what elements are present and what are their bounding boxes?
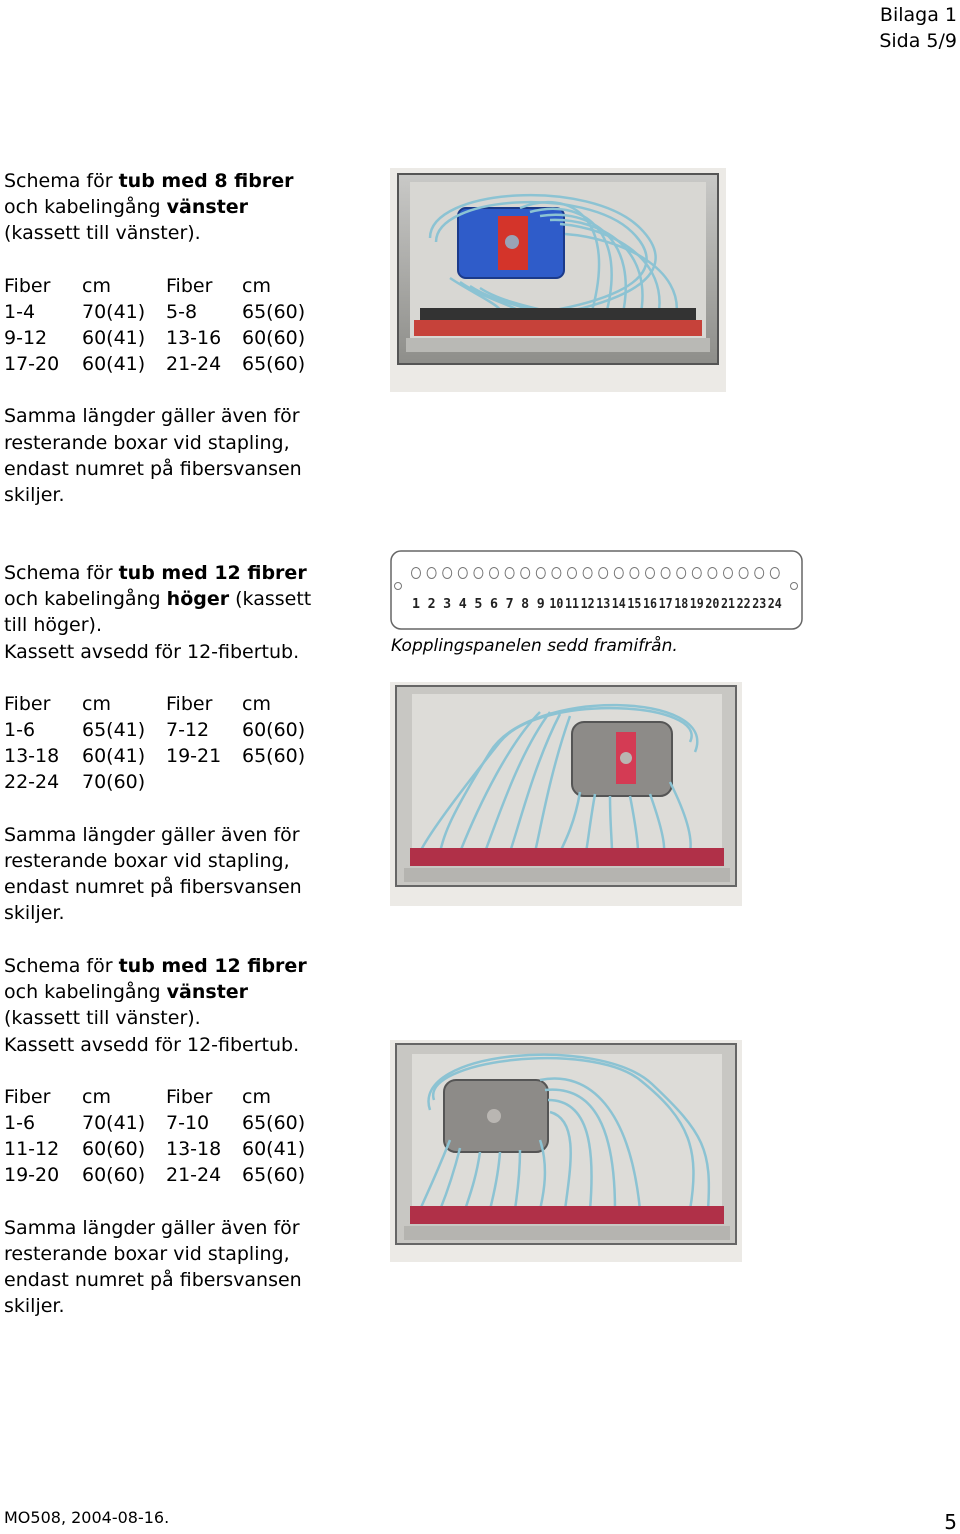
port-number: 16 [643,597,658,612]
page-header [879,2,957,54]
page-number: 5 [944,1510,957,1534]
port-number: 17 [658,597,673,612]
table-row: 19-20 60(60) 21-24 65(60) [4,1164,306,1187]
section-2-intro-extra: Kassett avsedd för 12-fibertub. [4,640,300,663]
table-row: 1-6 70(41) 7-10 65(60) [4,1112,306,1135]
port-number: 5 [474,597,483,612]
section-2-text [4,560,374,926]
port-number: 12 [580,597,595,612]
section-1-text [4,168,374,508]
section-1-fiber-table [4,273,322,378]
port-number: 23 [752,597,767,612]
port-number: 7 [505,597,514,612]
table-row: 13-18 60(41) 19-21 65(60) [4,745,306,768]
splice-box-photo-1 [390,168,726,392]
section-1-intro: Schema för tub med 8 fibrer och kabelingång vänster (kassett till vänster). [4,170,294,245]
port-number: 8 [521,597,530,612]
port-number: 22 [736,597,751,612]
section-2-fiber-table [4,691,322,796]
port-number: 11 [565,597,580,612]
port-number: 19 [689,597,704,612]
table-row: 1-4 70(41) 5-8 65(60) [4,300,306,323]
table-header-row: Fiber cm Fiber cm [4,692,271,715]
port-number: 4 [458,597,467,612]
port-number: 14 [611,597,626,612]
port-number: 9 [536,597,545,612]
port-number: 3 [443,597,452,612]
port-number: 10 [549,597,564,612]
table-header-row: Fiber cm Fiber cm [4,274,271,297]
port-number: 21 [721,597,736,612]
section-3-fiber-table [4,1084,322,1189]
splice-box-photo-2 [390,682,742,906]
table-row: 9-12 60(41) 13-16 60(60) [4,327,306,350]
table-row: 1-6 65(41) 7-12 60(60) [4,719,306,742]
section-2-note: Samma längder gäller även för resterande boxar vid stapling, endast numret på fibersvansen skiljer. [4,823,302,925]
port-number: 20 [705,597,720,612]
table-header-row: Fiber cm Fiber cm [4,1085,271,1108]
section-3-intro: Schema för tub med 12 fibrer och kabelingång vänster (kassett till vänster). [4,955,307,1030]
port-number: 2 [427,597,436,612]
table-row: 11-12 60(60) 13-18 60(41) [4,1138,306,1161]
port-number: 15 [627,597,642,612]
section-2-intro: Schema för tub med 12 fibrer och kabelingång höger (kassett till höger). [4,562,312,637]
footer-doc-id: MO508, 2004-08-16. [4,1508,170,1527]
header-line-1: Bilaga 1 [879,4,957,26]
port-number: 18 [674,597,689,612]
port-number: 6 [490,597,499,612]
section-3-intro-extra: Kassett avsedd för 12-fibertub. [4,1033,300,1056]
port-number: 1 [412,597,421,612]
port-number: 24 [767,597,782,612]
panel-caption: Kopplingspanelen sedd framifrån. [391,636,678,656]
section-1-note: Samma längder gäller även för resterande boxar vid stapling, endast numret på fibersvansen skiljer. [4,405,302,507]
header-line-2: Sida 5/9 [879,30,957,52]
section-3-text [4,953,374,1319]
port-number: 13 [596,597,611,612]
section-3-note: Samma längder gäller även för resterande boxar vid stapling, endast numret på fibersvansen skiljer. [4,1216,302,1318]
splice-box-photo-3 [390,1040,742,1262]
coupling-panel-drawing [390,550,804,632]
table-row: 17-20 60(41) 21-24 65(60) [4,353,306,376]
table-row: 22-24 70(60) [4,771,146,794]
